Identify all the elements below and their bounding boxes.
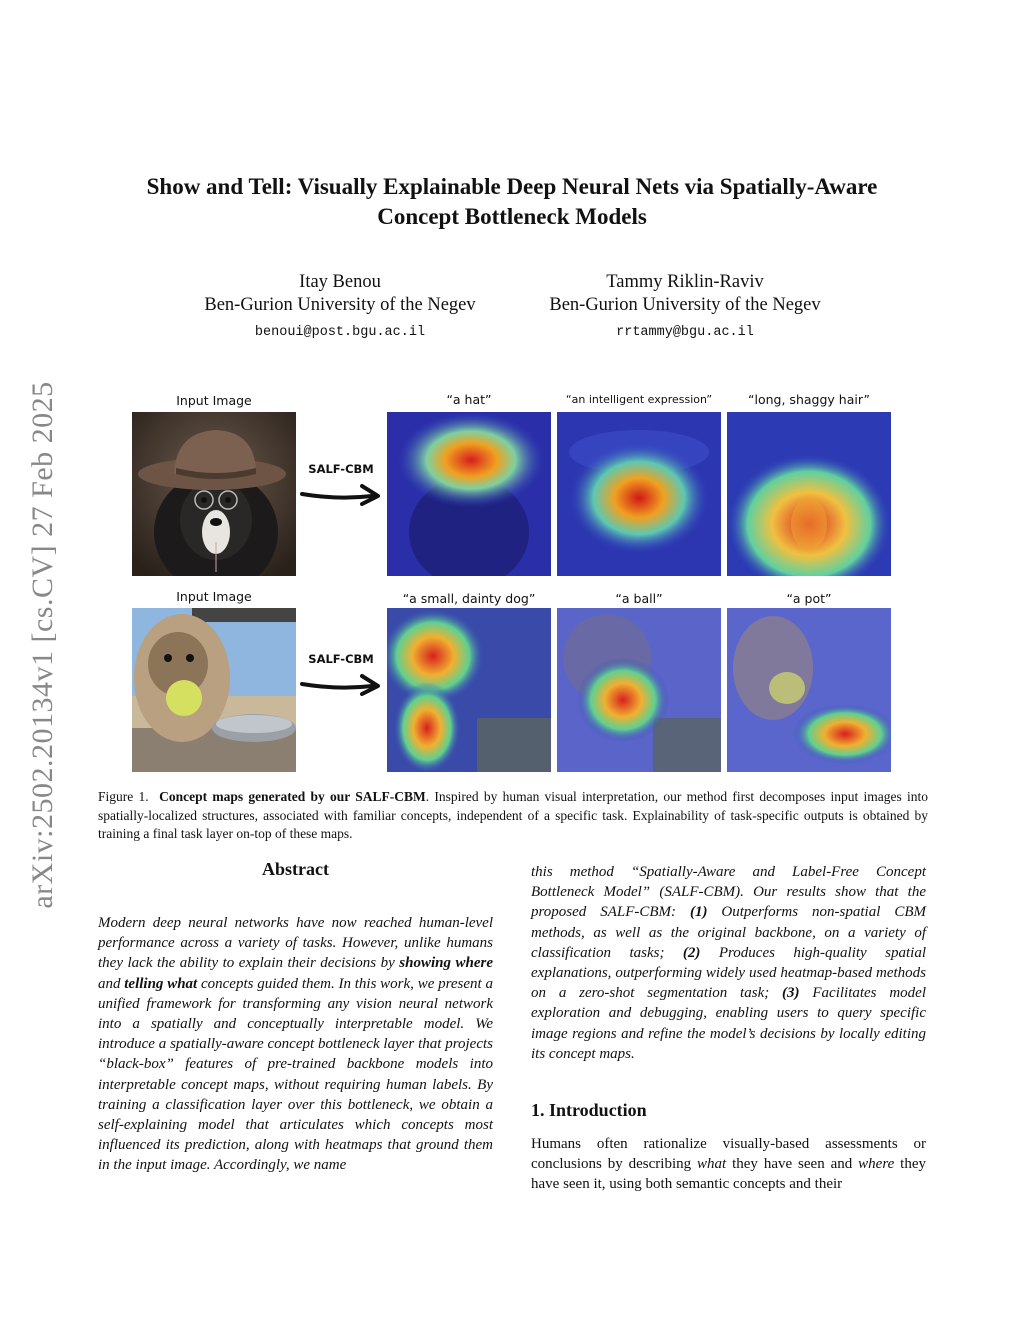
concept-map-shaggy-hair — [727, 412, 891, 576]
abstract-num: (2) — [682, 944, 701, 961]
concept-map-intelligent-expression — [557, 412, 721, 576]
abstract-text: this method “Spatially-Aware and Label-Free Concept Bottleneck Model” (SALF-CBM). Our results show that the proposed SALF-CBM: — [531, 864, 926, 921]
concept-label-hat: “a hat” — [446, 392, 492, 407]
author-affiliation: Ben-Gurion University of the Negev — [204, 295, 476, 315]
author-block-2 — [515, 271, 855, 344]
arrow-label: SALF-CBM — [308, 462, 374, 476]
right-arrow-icon — [298, 476, 384, 506]
arxiv-stamp: arXiv:2502.20134v1 [cs.CV] 27 Feb 2025 — [26, 381, 59, 909]
author-email[interactable]: rrtammy@bgu.ac.il — [616, 325, 754, 340]
abstract-emph: showing where — [399, 955, 493, 972]
author-affiliation: Ben-Gurion University of the Negev — [549, 295, 821, 315]
author-email[interactable]: benoui@post.bgu.ac.il — [254, 325, 426, 340]
intro-emph: what — [697, 1156, 727, 1173]
input-image-label: Input Image — [176, 393, 252, 408]
intro-text: they have seen it, using both semantic concepts and their — [531, 1156, 927, 1193]
concept-label-small-dainty-dog: “a small, dainty dog” — [402, 591, 536, 606]
title-line-1: Show and Tell: Visually Explainable Deep Neural Nets via Spatially-Aware — [146, 174, 878, 199]
caption-text: . Inspired by human visual interpretation, our method first decomposes input images into spatially-localized structures, associated with familiar concepts, independent of a specific task. Explainability of task-specific outputs is obtained by training a final task layer on-top of these maps. — [98, 789, 928, 841]
abstract-text: Modern deep neural networks have now reached human-level performance across a variety of tasks. However, unlike humans they lack the ability to explain their decisions by — [98, 915, 493, 972]
abstract-text: concepts guided them. In this work, we present a unified framework for transforming any vision neural network into a spatially and conceptually interpretable model. We introduce a spatially-aware concept bottleneck layer that projects “black-box” features of pre-trained backbone models into interpretable concept maps, without requiring human labels. By training a classification layer over this bottleneck, we obtain a self-explaining model that articulates which concepts most influenced its prediction, along with heatmaps that ground them in the input image. Accordingly, we name — [98, 975, 493, 1174]
intro-text: they have seen and — [726, 1156, 859, 1173]
intro-emph: where — [858, 1156, 895, 1173]
salf-cbm-arrow-1 — [298, 462, 384, 522]
abstract-text: Facilitates model exploration and debugging, enabling users to query specific image regions and refine the model’s decisions by locally editing its concept maps. — [531, 985, 927, 1062]
paper-title — [100, 172, 924, 232]
intro-text: Humans often rationalize visually-based assessments or conclusions by describing — [531, 1136, 926, 1173]
concept-map-hat — [387, 412, 551, 576]
concept-label-intelligent-expression: “an intelligent expression” — [565, 393, 713, 406]
author-name: Tammy Riklin-Raviv — [606, 272, 764, 292]
author-block-1 — [170, 271, 510, 344]
introduction-body — [531, 1134, 926, 1195]
caption-bold: Concept maps generated by our SALF-CBM — [159, 789, 426, 804]
concept-map-ball — [557, 608, 721, 772]
author-name: Itay Benou — [299, 272, 381, 292]
abstract-emph: telling what — [124, 975, 198, 992]
figure-caption — [98, 788, 928, 844]
abstract-text: Produces high-quality spatial explanations, outperforming widely used heatmap-based methods on a zero-shot segmentation task; — [531, 944, 926, 1002]
concept-map-pot — [727, 608, 891, 772]
concept-label-pot: “a pot” — [786, 591, 832, 606]
abstract-body-right — [531, 862, 926, 1064]
abstract-text: and — [98, 975, 125, 992]
concept-label-shaggy-hair: “long, shaggy hair” — [748, 392, 870, 407]
right-arrow-icon — [298, 666, 384, 696]
arrow-label: SALF-CBM — [308, 652, 374, 666]
introduction-heading: 1. Introduction — [531, 1100, 647, 1120]
concept-label-ball: “a ball” — [615, 591, 663, 606]
abstract-num: (3) — [782, 985, 800, 1002]
abstract-text: Outperforms non-spatial CBM methods, as well as the original backbone, on a variety of classification tasks; — [531, 904, 926, 961]
concept-map-small-dainty-dog — [387, 608, 551, 772]
input-image-label: Input Image — [176, 589, 252, 604]
caption-prefix: Figure 1. — [98, 789, 149, 804]
abstract-num: (1) — [689, 904, 708, 921]
abstract-body-left — [98, 913, 493, 1176]
abstract-heading: Abstract — [262, 859, 329, 879]
title-line-2: Concept Bottleneck Models — [377, 204, 647, 229]
input-image-dog-hat — [132, 412, 296, 576]
salf-cbm-arrow-2 — [298, 652, 384, 712]
input-image-dog-ball — [132, 608, 296, 772]
